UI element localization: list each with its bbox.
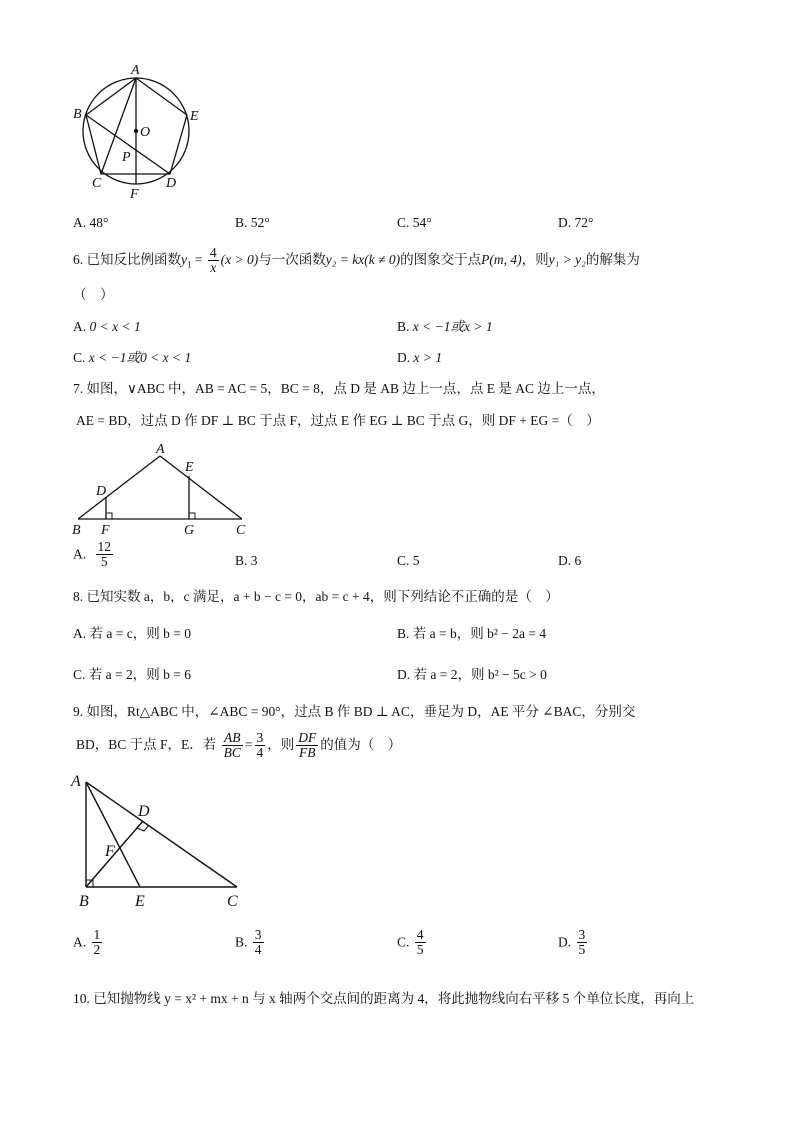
option-text: x < −1或x > 1 — [412, 319, 493, 334]
q6-answer-paren: （ ） — [73, 287, 114, 302]
frac-numerator: 3 — [256, 730, 264, 746]
q9-option-b — [235, 928, 266, 957]
q6-option-d — [397, 349, 442, 367]
q9-label-B: B — [79, 893, 89, 910]
q7-label-D: D — [96, 484, 107, 499]
q5-label-C: C — [92, 176, 102, 191]
option-fraction — [92, 928, 103, 957]
option-label: B. — [235, 553, 248, 568]
frac-denominator: 4 — [254, 942, 262, 957]
q10-stem: 10. 已知抛物线 y = x² + mx + n 与 x 轴两个交点间的距离为 4，将此抛物线向右平移 5 个单位长度，再向上 — [73, 991, 695, 1006]
q9-option-d — [558, 928, 589, 957]
frac-numerator: 4 — [416, 927, 424, 942]
q8-option-b — [397, 625, 546, 643]
q5-option-d — [558, 214, 593, 232]
option-label: B. — [235, 934, 248, 950]
option-text: 0 < x < 1 — [89, 319, 141, 334]
q6-text-2: 与一次函数 — [258, 252, 326, 267]
frac-denominator: 5 — [578, 942, 586, 957]
q6-text-1: 已知反比例函数 — [86, 252, 181, 267]
option-label: C. — [397, 553, 410, 568]
q9-ratio-value — [255, 731, 266, 760]
q9-label-A: A — [71, 773, 81, 790]
option-label: A. — [73, 319, 87, 334]
option-text: 若 a = c，则 b = 0 — [89, 626, 191, 641]
q7-label-G: G — [184, 523, 195, 538]
frac-numerator: 3 — [254, 927, 262, 942]
frac-denominator: 5 — [416, 942, 424, 957]
frac-numerator: 3 — [578, 927, 586, 942]
option-label: B. — [397, 626, 410, 641]
q6-option-b — [397, 318, 493, 336]
q9-stem-line-1: 9. 如图，Rt△ABC 中，∠ABC = 90°，过点 B 作 BD ⊥ AC，垂足为 D，AE 平分 ∠BAC，分别交 — [73, 704, 636, 719]
q6-frac-denominator: x — [210, 260, 217, 276]
q7-option-b — [235, 552, 258, 570]
q7-option-c — [397, 552, 420, 570]
q9-stem-line-2 — [76, 728, 401, 762]
q5-option-b — [235, 214, 270, 232]
q7-label-E: E — [185, 460, 194, 475]
frac-denominator: BC — [223, 745, 241, 761]
option-text: 5 — [412, 553, 420, 568]
option-label: A. — [73, 546, 87, 562]
q5-label-P: P — [122, 150, 131, 165]
q9-ratio-ab-bc — [222, 731, 243, 760]
option-text: x < −1或0 < x < 1 — [88, 350, 192, 365]
q7-option-a — [73, 540, 115, 569]
q5-label-E: E — [190, 109, 199, 124]
frac-denominator: 5 — [100, 554, 108, 569]
q6-linear-fn: y₂ = kx(k ≠ 0) — [325, 252, 401, 267]
q7-stem-line-1: 7. 如图，∨ABC 中，AB = AC = 5，BC = 8，点 D 是 AB 边上一点，点 E 是 AC 边上一点， — [73, 381, 605, 396]
frac-numerator: 1 — [93, 927, 101, 942]
q6-equals: = — [191, 252, 206, 267]
q6-y1: y — [181, 252, 187, 267]
q7-option-a-fraction — [96, 540, 114, 569]
q8-option-a — [73, 625, 191, 643]
option-fraction — [253, 928, 264, 957]
option-label: C. — [73, 667, 86, 682]
q9-text-c: ，则 — [267, 737, 295, 752]
option-label: D. — [397, 667, 411, 682]
option-text: 若 a = b，则 b² − 2a = 4 — [412, 626, 547, 641]
q7-label-A: A — [156, 442, 165, 457]
q5-label-O: O — [140, 125, 151, 140]
q9-option-a — [73, 928, 104, 957]
q9-label-D: D — [138, 803, 150, 820]
q8-stem: 8. 已知实数 a，b，c 满足，a + b − c = 0，ab = c + 4，则下列结论不正确的是（ ） — [73, 589, 559, 604]
option-text: 54° — [412, 215, 432, 230]
option-text: 48° — [89, 215, 109, 230]
q5-option-c — [397, 214, 432, 232]
q9-ratio-df-fb — [296, 731, 318, 760]
frac-numerator: AB — [222, 731, 243, 746]
q7-stem-line-2: AE = BD，过点 D 作 DF ⊥ BC 于点 F，过点 E 作 EG ⊥ BC 于点 G，则 DF + EG =（ ） — [76, 413, 600, 428]
q6-y1-sub: 1 — [187, 259, 192, 270]
q7-option-d — [558, 552, 581, 570]
option-label: D. — [558, 553, 572, 568]
q5-label-A: A — [131, 63, 140, 78]
option-label: C. — [397, 934, 410, 950]
q6-text-3: 的图象交于点 — [400, 252, 482, 267]
option-text: 6 — [574, 553, 582, 568]
q6-point: P(m, 4) — [481, 252, 522, 267]
q9-label-F: F — [105, 843, 115, 860]
q7-triangle-figure — [68, 442, 258, 538]
q6-stem — [73, 246, 640, 279]
option-text: 3 — [250, 553, 258, 568]
q8-option-d — [397, 666, 547, 684]
option-text: 52° — [250, 215, 270, 230]
option-label: A. — [73, 215, 87, 230]
option-label: C. — [73, 350, 86, 365]
q6-condition: (x > 0) — [220, 252, 259, 267]
option-label: D. — [558, 215, 572, 230]
option-label: C. — [397, 215, 410, 230]
frac-denominator: FB — [299, 745, 316, 761]
q7-label-B: B — [72, 523, 81, 538]
frac-denominator: 4 — [256, 745, 264, 761]
q8-option-c — [73, 666, 191, 684]
option-label: B. — [235, 215, 248, 230]
q5-label-B: B — [73, 107, 82, 122]
frac-denominator: 2 — [93, 942, 101, 957]
q5-label-D: D — [166, 176, 177, 191]
q6-text-5: 的解集为 — [585, 252, 640, 267]
q9-label-C: C — [227, 893, 238, 910]
option-text: 若 a = 2，则 b = 6 — [88, 667, 191, 682]
q6-text-4: ，则 — [521, 252, 549, 267]
option-label: D. — [558, 934, 572, 950]
q6-option-a — [73, 318, 141, 336]
frac-numerator: DF — [298, 730, 317, 746]
q6-frac-numerator: 4 — [209, 245, 217, 261]
option-fraction — [577, 928, 588, 957]
option-label: B. — [397, 319, 410, 334]
q9-text-a: BD，BC 于点 F，E．若 — [76, 737, 217, 752]
q6-number: 6. — [73, 252, 84, 267]
option-label: A. — [73, 626, 87, 641]
q9-text-d: 的值为（ ） — [320, 737, 402, 752]
q5-label-F: F — [130, 187, 139, 202]
option-label: D. — [397, 350, 411, 365]
q6-fraction — [208, 246, 219, 275]
option-text: 72° — [574, 215, 594, 230]
option-label: A. — [73, 934, 87, 950]
option-text: 若 a = 2，则 b² − 5c > 0 — [413, 667, 547, 682]
q9-equals: = — [244, 737, 253, 752]
option-fraction — [415, 928, 426, 957]
q7-label-C: C — [236, 523, 246, 538]
q5-pentagon-figure — [70, 60, 210, 205]
q6-inequality: y₁ > y₂ — [548, 252, 586, 267]
q9-triangle-figure — [65, 768, 255, 913]
frac-numerator: 12 — [97, 539, 111, 554]
q9-label-E: E — [135, 893, 145, 910]
q9-option-c — [397, 928, 428, 957]
q6-option-c — [73, 349, 191, 367]
q7-label-F: F — [101, 523, 110, 538]
option-text: x > 1 — [413, 350, 443, 365]
q5-option-a — [73, 214, 108, 232]
